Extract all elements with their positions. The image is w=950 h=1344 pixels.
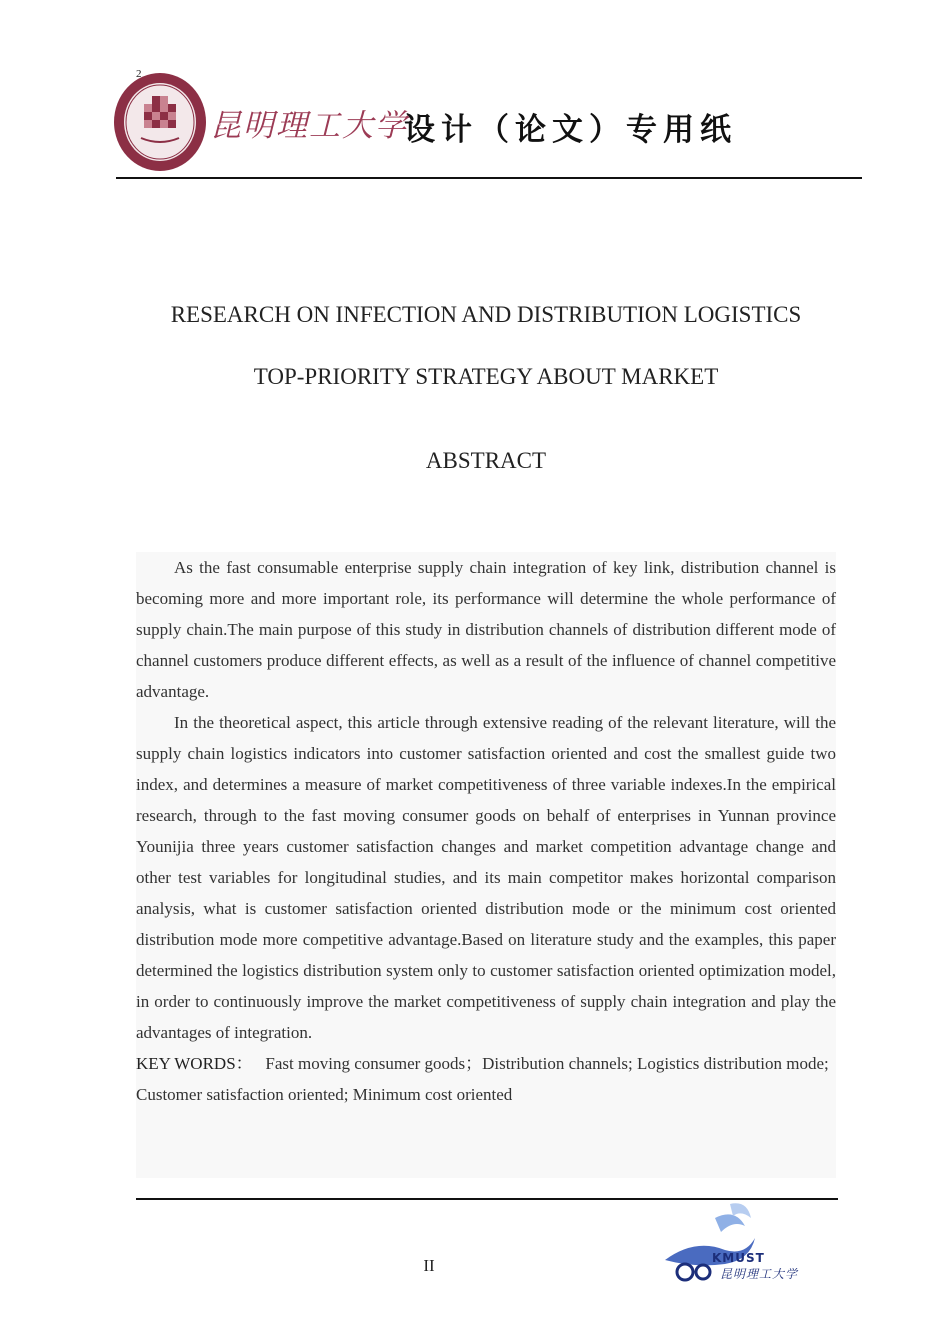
- header-brand: 昆明理工大学: [210, 108, 408, 144]
- abstract-body: [136, 552, 836, 1178]
- top-page-number: 2: [136, 68, 142, 80]
- header-subtitle: 设计（论文）专用纸: [404, 112, 737, 148]
- keywords-text: Fast moving consumer goods；Distribution channels; Logistics distribution mode; Customer satisfaction oriented; Minimum cost oriented: [136, 1054, 829, 1104]
- header-divider: [116, 177, 862, 179]
- section-heading: ABSTRACT: [425, 448, 547, 473]
- kmust-logo-text: KMUST: [712, 1251, 765, 1265]
- abstract-paragraph-2: In the theoretical aspect, this article through extensive reading of the relevant literature, will the supply chain logistics indicators into customer satisfaction oriented and cost the smallest guide two index, and determines a measure of market competitiveness of three variable indexes.In the empirical research, through to the fast moving consumer goods on behalf of enterprises in Yunnan province Younijia three years customer satisfaction changes and market competition advantage change and other test variables for longitudinal studies, and its main competitor makes horizontal comparison analysis, what is customer satisfaction oriented distribution mode or the minimum cost oriented distribution mode more competitive advantage.Based on literature study and the examples, this paper determined the logistics distribution system only to customer satisfaction oriented optimization model, in order to continuously improve the market competitiveness of supply chain integration and play the advantages of integration.: [136, 713, 836, 1042]
- title-line-1: RESEARCH ON INFECTION AND DISTRIBUTION LOGISTICS: [170, 302, 802, 327]
- kmust-logo-chinese: 昆明理工大学: [720, 1267, 799, 1281]
- university-seal-icon: [113, 72, 207, 172]
- keywords: [136, 1048, 836, 1110]
- title-line-2: TOP-PRIORITY STRATEGY ABOUT MARKET: [253, 364, 719, 389]
- keywords-label: KEY WORDS：: [136, 1054, 253, 1073]
- bottom-page-number: II: [423, 1256, 435, 1275]
- abstract-paragraph-1: As the fast consumable enterprise supply chain integration of key link, distribution channel is becoming more and more important role, its performance will determine the whole performance of supply chain.The main purpose of this study in distribution channels of distribution different mode of channel customers produce different effects, as well as a result of the influence of channel competitive advantage.: [136, 558, 836, 701]
